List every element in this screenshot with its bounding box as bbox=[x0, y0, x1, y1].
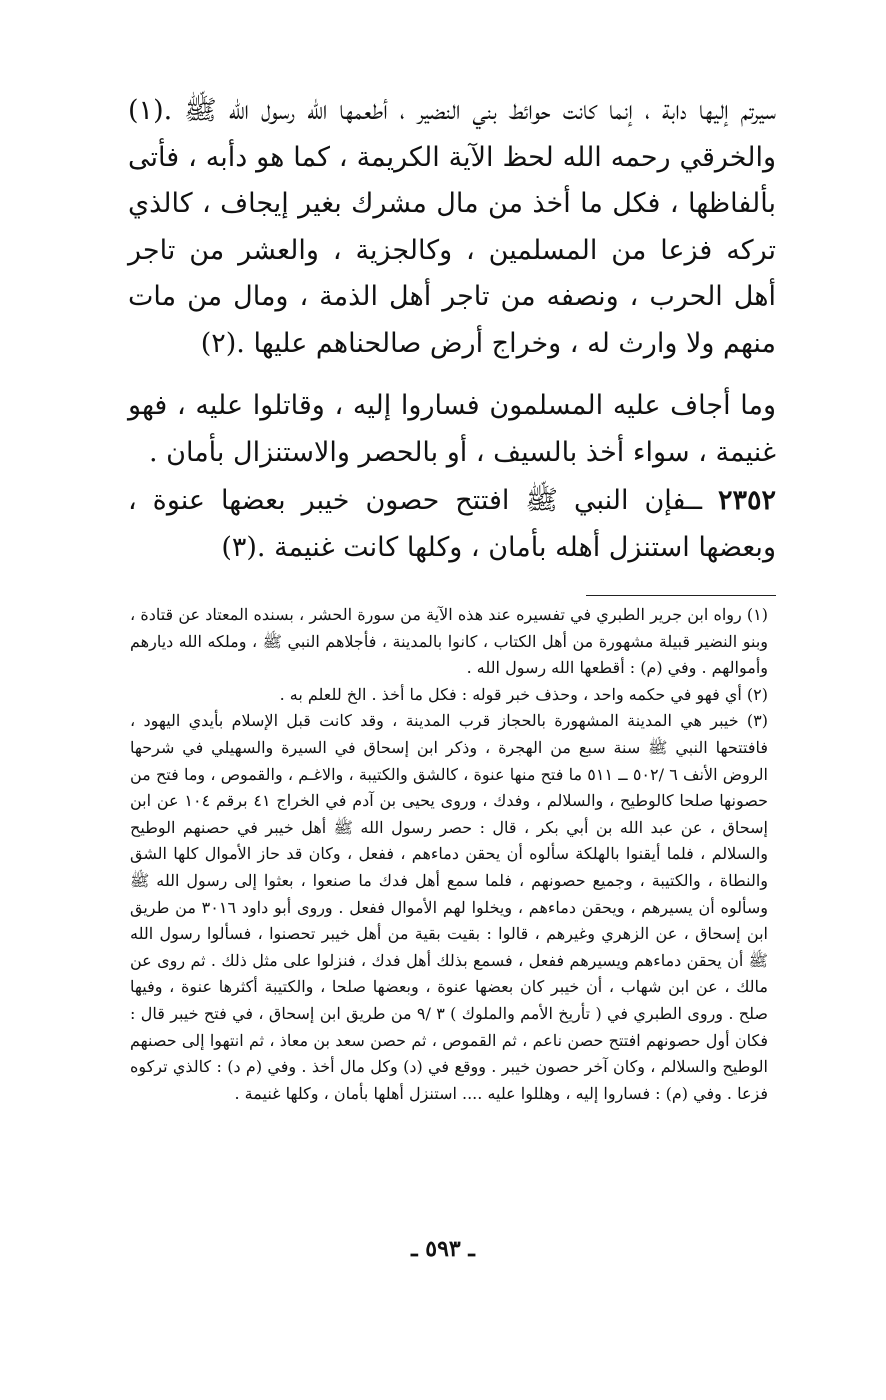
main-paragraph-1: سيرتم إليها دابة ، إنما كانت حوائط بني النضير ، أطعمها الله رسول الله ﷺ .(١) والخرقي رحمه الله لحظ الآية الكريمة ، كما هو دأبه ، فأتى بألفاظها ، فكل ما أخذ من مال مشرك بغير إيجاف ، كالذي تركه فزعا من المسلمين ، وكالجزية ، والعشر من تاجر أهل الحرب ، ونصفه من تاجر أهل الذمة ، ومال من مات منهم ولا وارث له ، وخراج أرض صالحناهم عليها .(٢) bbox=[128, 95, 776, 359]
item-number: ٢٣٥٢ bbox=[717, 485, 776, 516]
footnote-1: (١) رواه ابن جرير الطبري في تفسيره عند هذه الآية من سورة الحشر ، بسنده المعتاد عن قتادة ، وبنو النضير قبيلة مشهورة من أهل الكتاب ، كانوا بالمدينة ، فأجلاهم النبي ﷺ ، وملكه الله ديارهم وأموالهم . وفي (م) : أقطعها الله رسول الله . bbox=[130, 605, 769, 678]
item-text: ــفإن النبي ﷺ افتتح حصون خيبر بعضها عنوة ، وبعضها استنزل أهله بأمان ، وكلها كانت غنيمة .(٣) bbox=[128, 485, 776, 563]
page-number: ـ ٥٩٣ ـ bbox=[411, 1236, 475, 1262]
footnote-3: (٣) خيبر هي المدينة المشهورة بالحجاز قرب المدينة ، وقد كانت قبل الإسلام بأيدي اليهود ، فافتتحها النبي ﷺ سنة سبع من الهجرة ، وذكر ابن إسحاق في السيرة والسهيلي في شرحها الروض الأنف ٦ /٥٠٢ ــ ٥١١ ما فتح منها عنوة ، كالشق والكتيبة ، والاغـم ، والقموص ، وما فتح من حصونها صلحا كالوطيح ، والسلالم ، وفدك ، وروى يحيى بن آدم في الخراج ٤١ برقم ١٠٤ عن ابن إسحاق ، عن عبد الله بن أبي بكر ، قال : حصر رسول الله ﷺ أهل خيبر في حصنهم الوطيح والسلالم ، فلما أيقنوا بالهلكة سألوه أن يحقن دماءهم ، ففعل ، وكان قد حاز الأموال كلها الشق والنطاة ، والكتيبة ، وجميع حصونهم ، فلما سمع أهل فدك ما صنعوا ، بعثوا إلى رسول الله ﷺ وسألوه أن يسيرهم ، ويحقن دماءهم ، ويخلوا لهم الأموال ففعل . وروى أبو داود ٣٠١٦ من طريق ابن إسحاق ، عن الزهري وغيرهم ، قالوا : بقيت بقية من أهل خيبر تحصنوا ، فسألوا رسول الله ﷺ أن يحقن دماءهم ويسيرهم ففعل ، فسمع بذلك أهل فدك ، فنزلوا على مثل ذلك . ثم روى عن مالك ، عن ابن شهاب ، أن خيبر كان بعضها عنوة ، وبعضها صلحا ، والكتيبة أكثرها عنوة ، وفيها صلح . وروى الطبري في ( تأريخ الأمم والملوك ) ٣ /٩ من طريق ابن إسحاق ، في فتح خيبر قال : فكان أول حصونهم افتتح حصن ناعم ، ثم القموص ، ثم حصن سعد بن معاذ ، ثم انتهوا إلى حصنهم الوطيح والسلالم ، وكان آخر حصون خيبر . ووقع في (د) وكل مال أخذ . وفي (م د) : كالذي تركوه فزعا . وفي (م) : فساروا إليه ، وهللوا عليه .... استنزل أهلها بأمان ، وكلها غنيمة . bbox=[130, 711, 769, 1103]
footnotes bbox=[130, 602, 768, 1107]
main-text bbox=[128, 88, 776, 571]
main-paragraph-2: وما أجاف عليه المسلمون فساروا إليه ، وقاتلوا عليه ، فهو غنيمة ، سواء أخذ بالسيف ، أو بالحصر والاستنزال بأمان . bbox=[128, 390, 776, 468]
footnote-separator bbox=[586, 595, 776, 596]
footnote-2: (٢) أي فهو في حكمه واحد ، وحذف خبر قوله : فكل ما أخذ . الخ للعلم به . bbox=[279, 684, 768, 704]
numbered-item bbox=[128, 478, 776, 571]
